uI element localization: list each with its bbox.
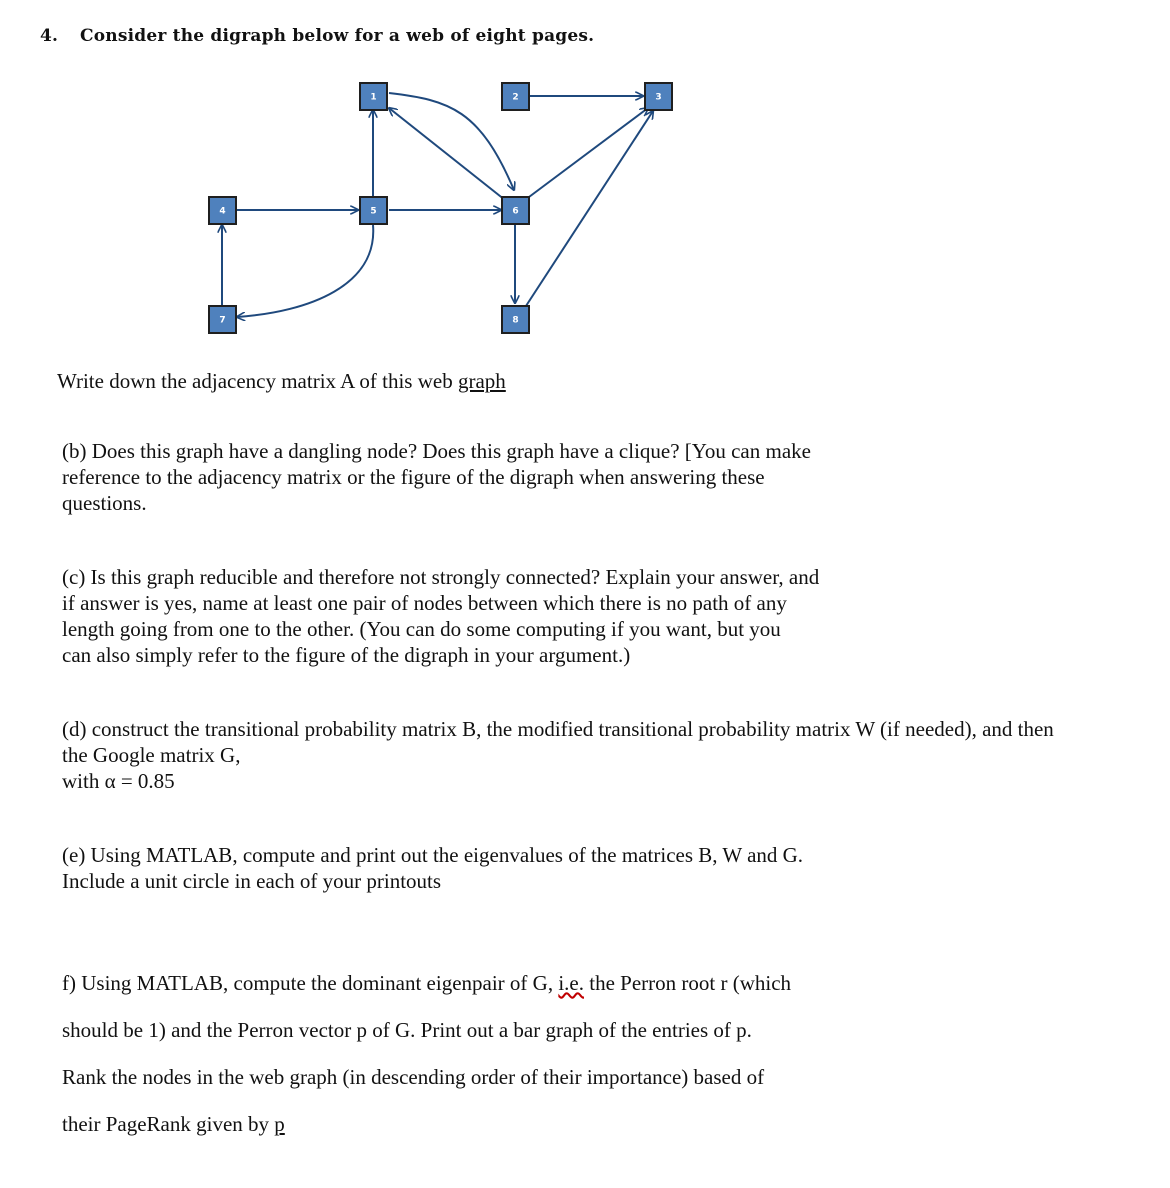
part-d: (d) construct the transitional probability matrix B, the modified transitional probability matrix W (if needed), and then the Google matrix G, with α = 0.85 bbox=[62, 717, 1054, 793]
node-3 bbox=[645, 83, 672, 110]
svg-text:4: 4 bbox=[219, 206, 226, 217]
edge-6-3 bbox=[529, 108, 648, 197]
node-6 bbox=[502, 197, 529, 224]
part-b: (b) Does this graph have a dangling node? Does this graph have a clique? [You can make reference to the adjacency matrix or the figure of the digraph when answering these questions. bbox=[62, 439, 811, 515]
svg-text:5: 5 bbox=[370, 206, 377, 217]
svg-text:2: 2 bbox=[512, 92, 519, 103]
svg-text:6: 6 bbox=[512, 206, 519, 217]
svg-text:8: 8 bbox=[512, 315, 519, 326]
svg-text:7: 7 bbox=[219, 315, 226, 326]
part-e: (e) Using MATLAB, compute and print out the eigenvalues of the matrices B, W and G. Include a unit circle in each of your printouts bbox=[62, 843, 804, 893]
edge-8-3 bbox=[524, 111, 653, 309]
node-4 bbox=[209, 197, 236, 224]
question-title: Consider the digraph below for a web of eight pages. bbox=[80, 26, 595, 46]
node-7 bbox=[209, 306, 236, 333]
node-8 bbox=[502, 306, 529, 333]
svg-text:1: 1 bbox=[370, 92, 377, 103]
svg-text:3: 3 bbox=[655, 92, 662, 103]
part-a: Write down the adjacency matrix A of this web graph bbox=[57, 369, 506, 393]
edge-1-6 bbox=[389, 93, 514, 190]
part-c: (c) Is this graph reducible and therefore not strongly connected? Explain your answer, and if answer is yes, name at least one pair of nodes between which there is no path of any length going from one to the other. (You can do some computing if you want, but you can also simply refer to the figure of the digraph in your argument.) bbox=[62, 565, 820, 667]
part-f: f) Using MATLAB, compute the dominant eigenpair of G, i.e. the Perron root r (which should be 1) and the Perron vector p of G. Print out a bar graph of the entries of p. Rank the nodes in the web graph (in descending order of their importance) based of their PageRank given by p bbox=[62, 971, 792, 1136]
question-number: 4. bbox=[40, 26, 59, 46]
p-link: p bbox=[274, 1112, 285, 1136]
ie-abbrev: i.e. bbox=[558, 971, 584, 995]
edge-6-1 bbox=[389, 108, 505, 200]
edge-5-7 bbox=[237, 225, 373, 317]
node-1 bbox=[360, 83, 387, 110]
digraph bbox=[0, 0, 1170, 345]
node-2 bbox=[502, 83, 529, 110]
graph-link: graph bbox=[457, 369, 506, 393]
node-5 bbox=[360, 197, 387, 224]
